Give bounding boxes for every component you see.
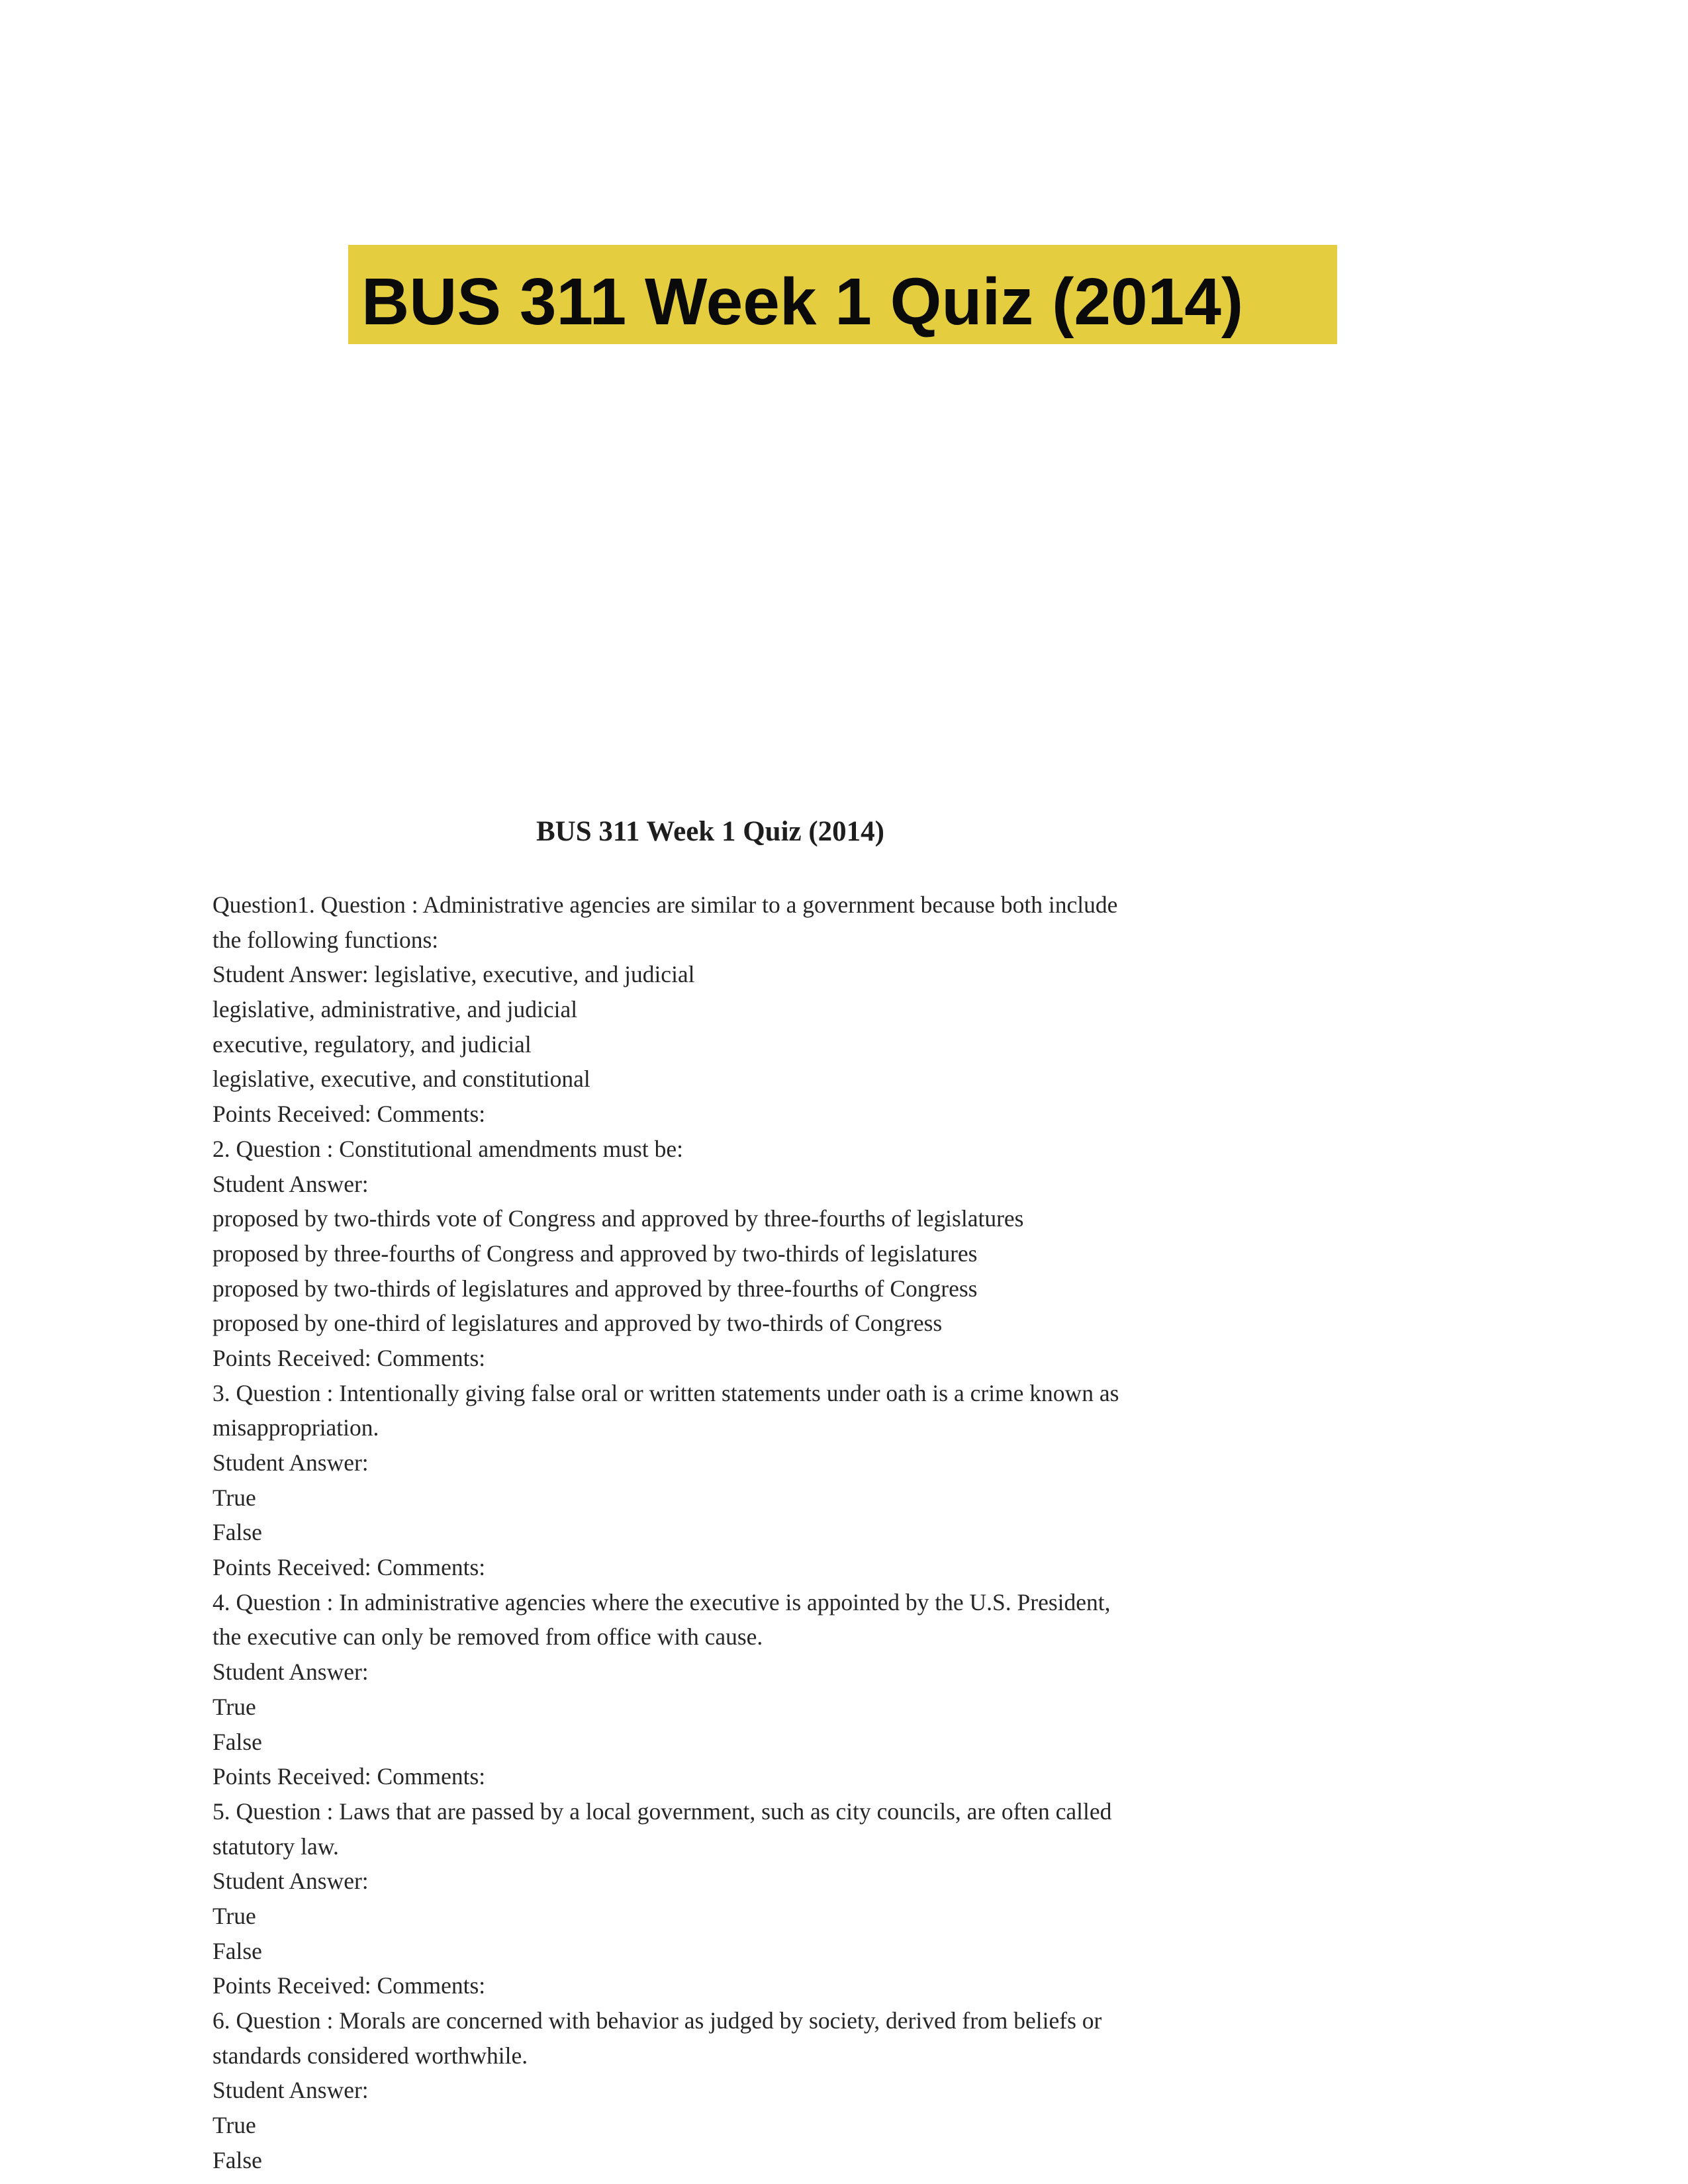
question-5-option-false: False [212, 1937, 262, 1964]
question-3-text-continued: misappropriation. [212, 1414, 379, 1441]
question-2-option: proposed by three-fourths of Congress and approved by two-thirds of legislatures [212, 1240, 978, 1267]
question-1-text-continued: the following functions: [212, 926, 439, 953]
question-6-option-false: False [212, 2146, 262, 2173]
question-1-option: executive, regulatory, and judicial [212, 1030, 532, 1058]
question-2-text: 2. Question : Constitutional amendments must be: [212, 1135, 683, 1162]
banner-title: BUS 311 Week 1 Quiz (2014) [361, 265, 1244, 339]
question-2-option: proposed by two-thirds of legislatures and approved by three-fourths of Congress [212, 1275, 978, 1302]
question-1-option: legislative, administrative, and judicial [212, 996, 578, 1023]
question-4-option-true: True [212, 1693, 256, 1720]
question-2-option: proposed by two-thirds vote of Congress and approved by three-fourths of legislatures [212, 1205, 1024, 1232]
question-6-text-continued: standards considered worthwhile. [212, 2042, 528, 2069]
question-5-student-answer: Student Answer: [212, 1868, 369, 1895]
quiz-content [212, 887, 1285, 2177]
question-3-option-false: False [212, 1519, 262, 1546]
question-6-student-answer: Student Answer: [212, 2077, 369, 2104]
question-1-option: legislative, executive, and constitutional [212, 1066, 590, 1093]
question-1-text: Question1. Question : Administrative agencies are similar to a government because both include [212, 891, 1118, 918]
question-1-points-received: Points Received: Comments: [212, 1101, 486, 1128]
question-1-student-answer: Student Answer: legislative, executive, and judicial [212, 961, 695, 988]
question-6-option-true: True [212, 2112, 256, 2139]
question-2-points-received: Points Received: Comments: [212, 1344, 486, 1371]
question-4-text-continued: the executive can only be removed from office with cause. [212, 1623, 763, 1651]
document-title: BUS 311 Week 1 Quiz (2014) [536, 816, 884, 847]
question-2-option: proposed by one-third of legislatures and approved by two-thirds of Congress [212, 1310, 943, 1337]
question-3-points-received: Points Received: Comments: [212, 1554, 486, 1581]
title-banner [348, 245, 1337, 344]
question-4-text: 4. Question : In administrative agencies where the executive is appointed by the U.S. President, [212, 1588, 1111, 1615]
question-3-text: 3. Question : Intentionally giving false oral or written statements under oath is a crime known as [212, 1379, 1119, 1406]
question-3-student-answer: Student Answer: [212, 1449, 369, 1476]
question-4-student-answer: Student Answer: [212, 1659, 369, 1686]
question-5-text-continued: statutory law. [212, 1833, 339, 1860]
question-4-points-received: Points Received: Comments: [212, 1763, 486, 1790]
question-6-text: 6. Question : Morals are concerned with behavior as judged by society, derived from beliefs or [212, 2007, 1102, 2034]
question-5-option-true: True [212, 1902, 256, 1929]
question-5-text: 5. Question : Laws that are passed by a local government, such as city councils, are often called [212, 1797, 1112, 1825]
question-5-points-received: Points Received: Comments: [212, 1972, 486, 1999]
question-3-option-true: True [212, 1484, 256, 1511]
question-2-student-answer: Student Answer: [212, 1170, 369, 1197]
question-4-option-false: False [212, 1728, 262, 1755]
